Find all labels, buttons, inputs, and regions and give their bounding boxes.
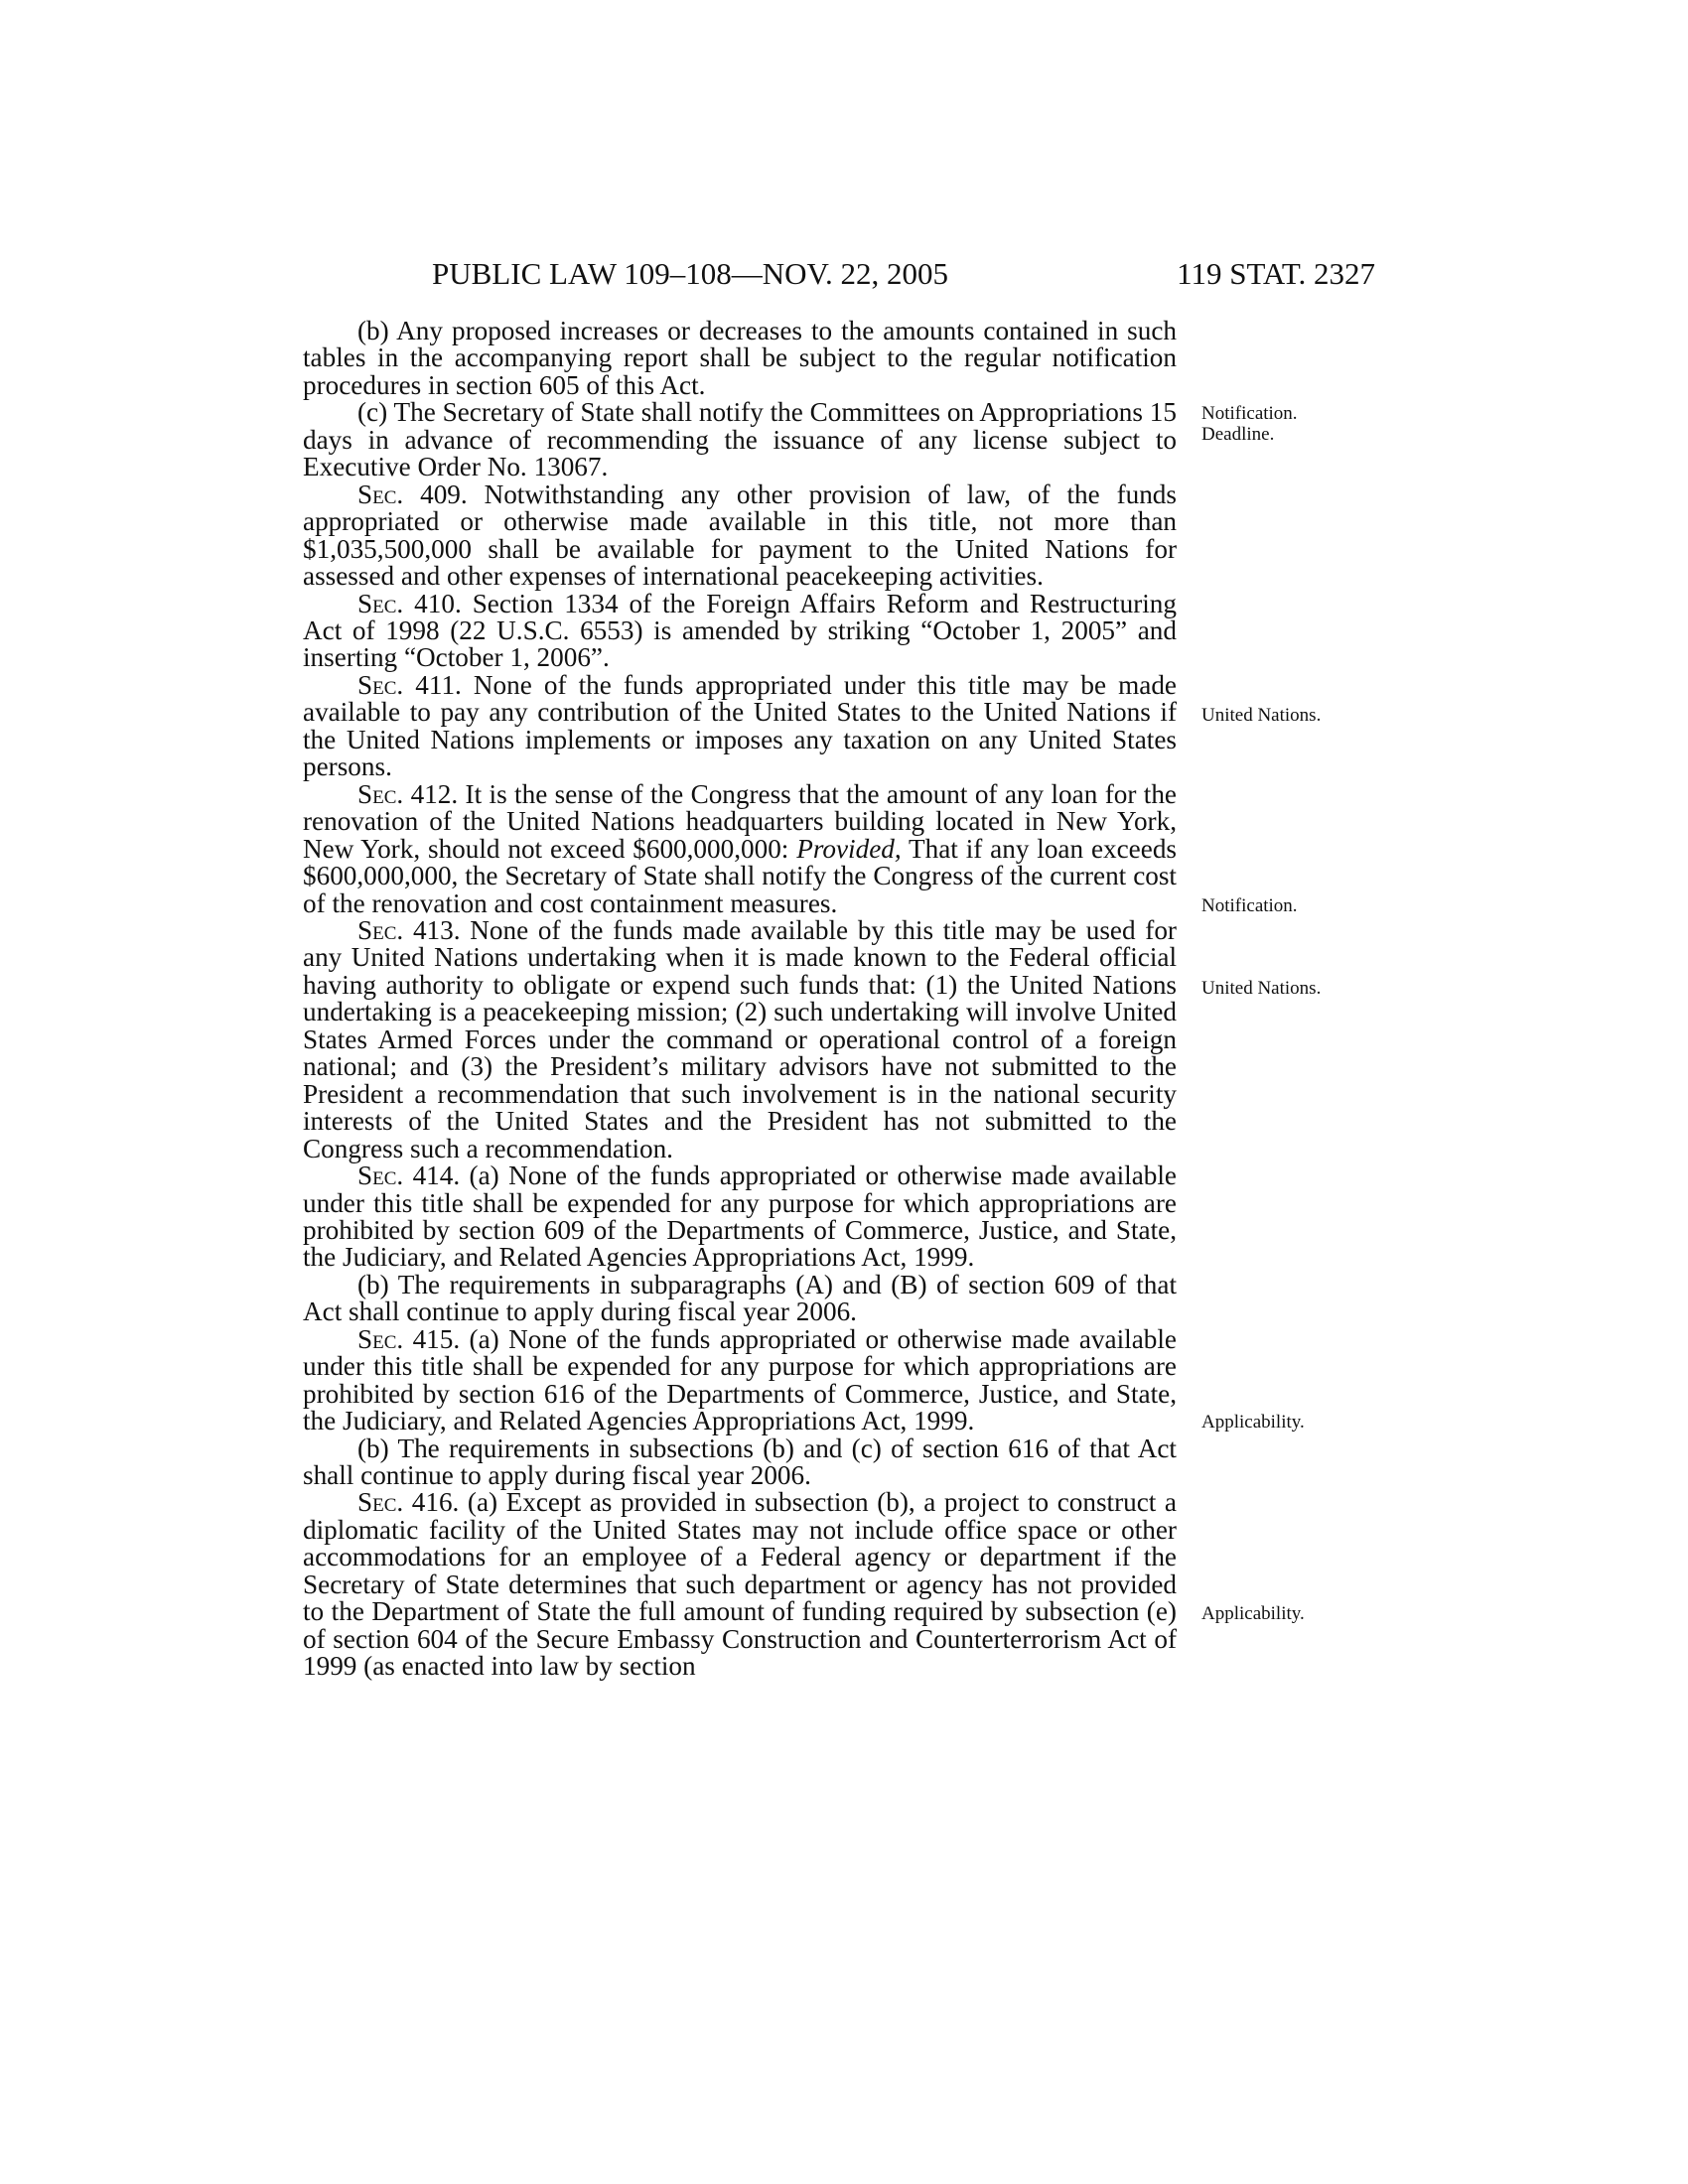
- paragraph: [303, 1269, 1177, 1327]
- paragraph-text: 415. (a) None of the funds appropriated or otherwise made available under this title shall be expended for any purpose for which appropriations are prohibited by section 616 of the Departments of Commerce, Justice, and State, the Judiciary, and Related Agencies Appropriations Act, 1999.: [303, 1323, 1177, 1436]
- section-label: Sec.: [357, 669, 404, 700]
- paragraph-text: 413. None of the funds made available by this title may be used for any United Nations undertaking when it is made known to the Federal official having authority to obligate or expend such funds that: (1) the United Nations undertaking is a peacekeeping mission; (2) such undertaking will involve United States Armed Forces under the command or operational control of a foreign national; and (3) the President’s military advisors have not submitted to the President a recommendation that such involvement is in the national security interests of the United States and the President has not submitted to the Congress such a recommendation.: [303, 914, 1177, 1163]
- margin-note: Applicability.: [1201, 1603, 1305, 1624]
- section-label: Sec.: [357, 1323, 404, 1354]
- margin-note: Deadline.: [1201, 424, 1275, 445]
- paragraph: [303, 1435, 1177, 1490]
- page-header: [432, 252, 1375, 296]
- statute-text: [303, 318, 1177, 1681]
- margin-note: United Nations.: [1201, 978, 1322, 999]
- paragraph-text: 410. Section 1334 of the Foreign Affairs Reform and Restructuring Act of 1998 (22 U.S.C. 6553) is amended by striking “October 1, 2005” and inserting “October 1, 2006”.: [303, 588, 1177, 673]
- paragraph-text: 409. Notwithstanding any other provision of law, of the funds appropriated or otherwise made available in this title, not more than $1,035,500,000 shall be available for payment to the United Nations for assessed and other expenses of international peacekeeping activities.: [303, 478, 1177, 592]
- section-label: Sec.: [357, 778, 404, 809]
- running-title: PUBLIC LAW 109–108—NOV. 22, 2005: [432, 256, 948, 291]
- margin-note: Notification.: [1201, 895, 1298, 916]
- paragraph-text: 414. (a) None of the funds appropriated or otherwise made available under this title shall be expended for any purpose for which appropriations are prohibited by section 609 of the Departments of Commerce, Justice, and State, the Judiciary, and Related Agencies Appropriations Act, 1999.: [303, 1160, 1177, 1273]
- paragraph-text: 416. (a) Except as provided in subsection (b), a project to construct a diplomatic facility of the United States may not include office space or other accommodations for an employee of a Federal agency or department if the Secretary of State determines that such department or agency has not provided to the Department of State the full amount of funding required by subsection (e) of section 604 of the Secure Embassy Construction and Counterterrorism Act of 1999 (as enacted into law by section: [303, 1487, 1177, 1682]
- paragraph: [303, 318, 1177, 399]
- section-411: [303, 669, 1177, 782]
- paragraph: [303, 399, 1177, 480]
- page-number: 119 STAT. 2327: [1177, 256, 1375, 291]
- section-414: [303, 1162, 1177, 1272]
- section-label: Sec.: [357, 588, 404, 618]
- paragraph-text: 411. None of the funds appropriated under this title may be made available to pay any contribution of the United States to the United Nations if the United Nations implements or imposes any taxation on any United States persons.: [303, 669, 1177, 782]
- margin-note: Notification.: [1201, 403, 1298, 424]
- paragraph-text-cont: That if any loan exceeds $600,000,000, the Secretary of State shall notify the Congress of the current cost of the renovation and cost containment measures.: [303, 833, 1177, 918]
- section-label: Sec.: [357, 914, 404, 945]
- paragraph-text: (c) The Secretary of State shall notify the Committees on Appropriations 15 days in advance of recommending the issuance of any license subject to Executive Order No. 13067.: [303, 397, 1177, 482]
- proviso-italic: Provided,: [796, 833, 902, 864]
- paragraph-text: 412. It is the sense of the Congress that the amount of any loan for the renovation of the United Nations headquarters building located in New York, New York, should not exceed $600,000,000:: [303, 778, 1177, 864]
- section-label: Sec.: [357, 1160, 404, 1191]
- section-415: [303, 1323, 1177, 1436]
- paragraph-text: (b) The requirements in subparagraphs (A) and (B) of section 609 of that Act shall continue to apply during fiscal year 2006.: [303, 1269, 1177, 1327]
- section-416: [303, 1489, 1177, 1680]
- section-413: [303, 914, 1177, 1163]
- paragraph-text: (b) Any proposed increases or decreases to the amounts contained in such tables in the accompanying report shall be subject to the regular notification procedures in section 605 of this Act.: [303, 316, 1177, 400]
- margin-note: Applicability.: [1201, 1412, 1305, 1433]
- paragraph-text: (b) The requirements in subsections (b) and (c) of section 616 of that Act shall continue to apply during fiscal year 2006.: [303, 1433, 1177, 1491]
- margin-note: United Nations.: [1201, 705, 1322, 726]
- section-412: [303, 778, 1177, 918]
- section-label: Sec.: [357, 478, 404, 509]
- section-label: Sec.: [357, 1487, 404, 1518]
- section-409: [303, 478, 1177, 592]
- section-410: [303, 588, 1177, 673]
